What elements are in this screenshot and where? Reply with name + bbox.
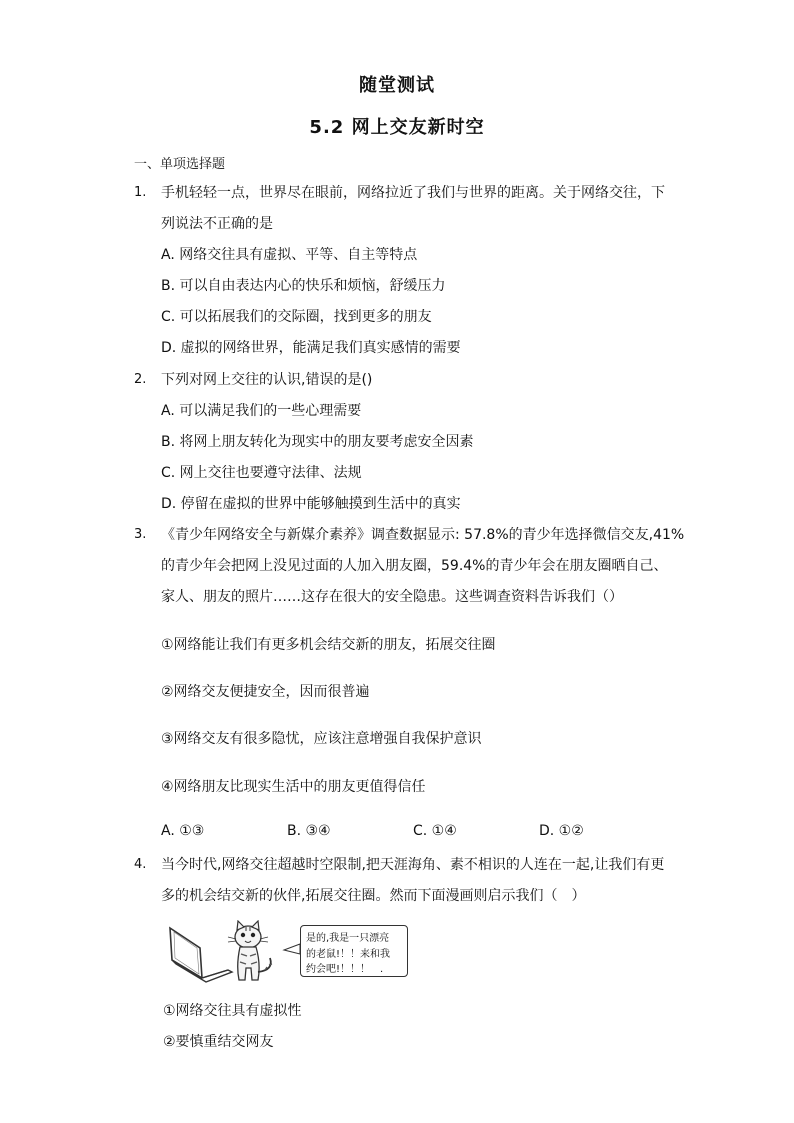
answer-option: D. ①②: [539, 823, 584, 839]
cat-icon: [228, 921, 300, 980]
speech-bubble-text: 约会吧!！！！ .: [306, 964, 384, 975]
question-number: 1.: [134, 185, 147, 200]
question-stem-line: 多的机会结交新的伙伴,拓展交往圈。然而下面漫画则启示我们（ ）: [161, 888, 586, 904]
answer-option: D. 停留在虚拟的世界中能够触摸到生活中的真实: [161, 496, 461, 512]
question-stem-line: 《青少年网络安全与新媒介素养》调查数据显示: 57.8%的青少年选择微信交友,41%: [161, 527, 685, 543]
page-title: 随堂测试: [359, 75, 435, 96]
question-stem-line: 家人、朋友的照片……这存在很大的安全隐患。这些调查资料告诉我们（）: [161, 589, 623, 605]
answer-option: C. 可以拓展我们的交际圈，找到更多的朋友: [161, 309, 432, 325]
statement-item: ②网络交友便捷安全，因而很普遍: [161, 684, 370, 700]
speech-bubble-text: 是的,我是一只漂亮: [306, 933, 390, 944]
statement-item: ④网络朋友比现实生活中的朋友更值得信任: [161, 779, 426, 795]
answer-option: B. 可以自由表达内心的快乐和烦恼，舒缓压力: [161, 278, 446, 294]
speech-bubble-text: 的老鼠!！！来和我: [306, 949, 391, 960]
laptop-icon: [170, 928, 232, 982]
question-stem-line: 手机轻轻一点，世界尽在眼前，网络拉近了我们与世界的距离。关于网络交往，下: [161, 185, 665, 201]
question-stem-line: 下列对网上交往的认识,错误的是(): [161, 372, 373, 388]
lesson-subtitle: 5.2 网上交友新时空: [309, 117, 485, 138]
question-stem-line: 列说法不正确的是: [161, 216, 273, 232]
question-number: 4.: [134, 857, 147, 872]
statement-item: ②要慎重结交网友: [163, 1034, 274, 1050]
statement-item: ①网络交往具有虚拟性: [163, 1003, 302, 1019]
answer-option: C. ①④: [413, 823, 457, 839]
statement-item: ①网络能让我们有更多机会结交新的朋友，拓展交往圈: [161, 637, 496, 653]
question-stem-line: 的青少年会把网上没见过面的人加入朋友圈，59.4%的青少年会在朋友圈晒自己、: [161, 558, 668, 574]
question-stem-line: 当今时代,网络交往超越时空限制,把天涯海角、素不相识的人连在一起,让我们有更: [161, 857, 665, 873]
statement-item: ③网络交友有很多隐忧，应该注意增强自我保护意识: [161, 731, 482, 747]
answer-option: A. 可以满足我们的一些心理需要: [161, 403, 362, 419]
answer-option: B. 将网上朋友转化为现实中的朋友要考虑安全因素: [161, 434, 474, 450]
answer-options-row: [161, 823, 621, 843]
question-number: 2.: [134, 372, 147, 387]
answer-option: C. 网上交往也要遵守法律、法规: [161, 465, 362, 481]
answer-option: A. 网络交往具有虚拟、平等、自主等特点: [161, 247, 418, 263]
answer-option: B. ③④: [287, 823, 331, 839]
question-number: 3.: [134, 527, 147, 542]
section-heading: 一、单项选择题: [134, 157, 226, 172]
speech-bubble: [300, 925, 408, 977]
answer-option: A. ①③: [161, 823, 205, 839]
answer-option: D. 虚拟的网络世界，能满足我们真实感情的需要: [161, 340, 461, 356]
